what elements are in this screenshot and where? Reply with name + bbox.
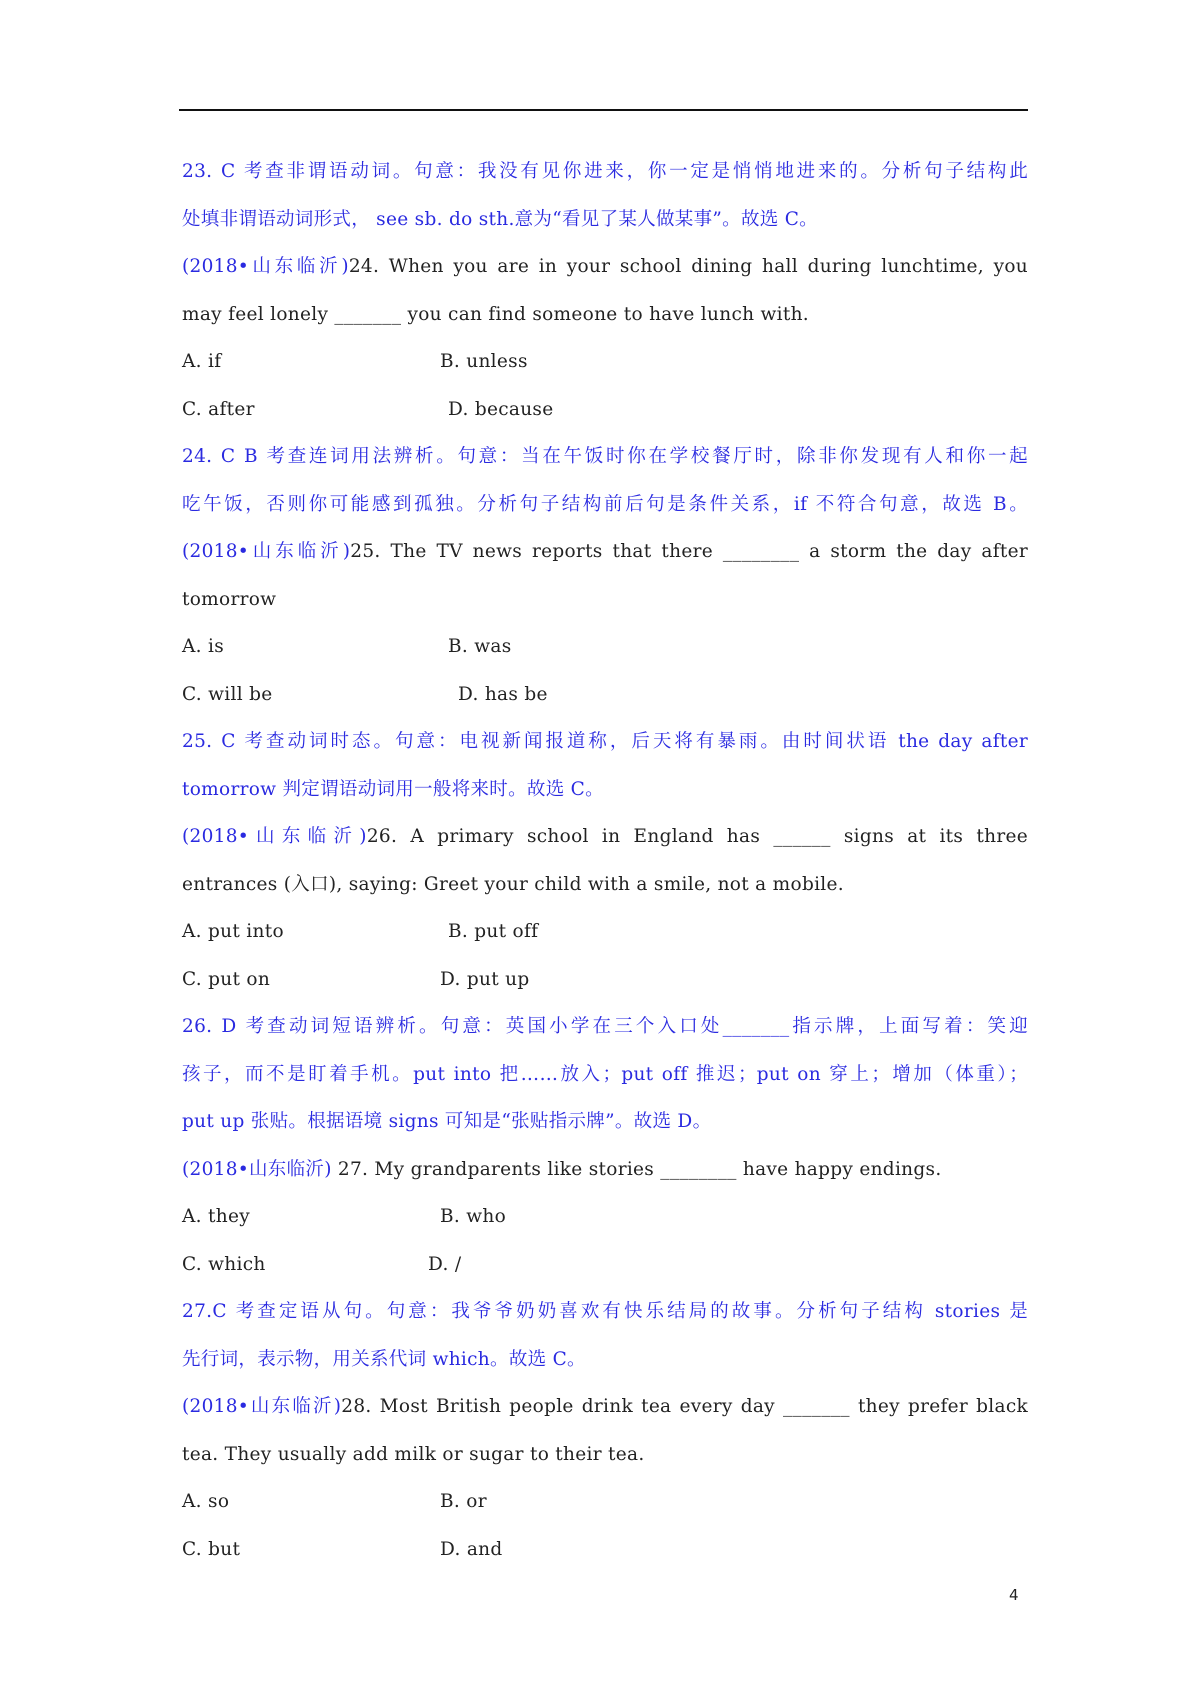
question-25-options-row-2 <box>182 671 1028 719</box>
question-25-line-1 <box>182 528 1028 576</box>
option-c: C. put on <box>182 968 271 990</box>
question-24-options-row-2 <box>182 386 1028 434</box>
answer-25-line-1: 25. C 考查动词时态。句意：电视新闻报道称，后天将有暴雨。由时间状语 the day after <box>182 731 1028 752</box>
question-27-options-row-2 <box>182 1241 1028 1289</box>
answer-24-line-1: 24. C B 考查连词用法辨析。句意：当在午饭时你在学校餐厅时，除非你发现有人和你一起 <box>182 446 1028 467</box>
question-25-line-2: tomorrow <box>182 588 277 610</box>
option-b: B. unless <box>440 351 528 372</box>
question-28-line-1 <box>182 1383 1028 1431</box>
answer-23-line-1: 23. C 考查非谓语动词。句意：我没有见你进来，你一定是悄悄地进来的。分析句子结构此 <box>182 161 1028 182</box>
question-26-line-1 <box>182 813 1028 861</box>
document-body <box>182 148 1028 1573</box>
answer-26-line-2: 孩子，而不是盯着手机。put into 把……放入；put off 推迟；put on 穿上；增加（体重）； <box>182 1063 1028 1085</box>
question-24-options-row-1 <box>182 338 1028 386</box>
question-28-options-row-2 <box>182 1526 1028 1574</box>
answer-25-line-2: tomorrow 判定谓语动词用一般将来时。故选 C。 <box>182 778 604 800</box>
answer-27-line-1: 27.C 考查定语从句。句意：我爷爷奶奶喜欢有快乐结局的故事。分析句子结构 stories 是 <box>182 1301 1028 1322</box>
option-d: D. because <box>448 398 554 420</box>
answer-24-line-2: 吃午饭，否则你可能感到孤独。分析句子结构前后句是条件关系，if 不符合句意，故选 B。 <box>182 493 1028 515</box>
option-a: A. is <box>182 636 225 657</box>
question-28-text: 28. Most British people drink tea every day _______ they prefer black <box>341 1396 1028 1417</box>
answer-23-line-2: 处填非谓语动词形式， see sb. do sth.意为“看见了某人做某事”。故选 C。 <box>182 208 818 230</box>
option-d: D. put up <box>440 968 530 990</box>
option-a: A. they <box>182 1206 250 1227</box>
answer-26-line-3: put up 张贴。根据语境 signs 可知是“张贴指示牌”。故选 D。 <box>182 1111 712 1132</box>
question-28-line-2: tea. They usually add milk or sugar to their tea. <box>182 1443 645 1465</box>
question-26-options-row-1 <box>182 908 1028 956</box>
question-source: (2018•山东临沂) <box>182 1158 332 1180</box>
question-source: (2018•山东临沂) <box>182 826 367 847</box>
option-d: D. has be <box>458 683 548 705</box>
question-27-line-1 <box>182 1146 1028 1194</box>
option-a: A. put into <box>182 921 284 942</box>
option-b: B. or <box>440 1491 487 1512</box>
answer-26-line-1: 26. D 考查动词短语辨析。句意：英国小学在三个入口处_______指示牌，上面写着：笑迎 <box>182 1016 1028 1037</box>
question-source: (2018•山东临沂) <box>182 1396 342 1417</box>
option-b: B. was <box>448 636 512 657</box>
header-rule <box>179 109 1028 111</box>
question-27-options-row-1 <box>182 1193 1028 1241</box>
question-27-text: 27. My grandparents like stories ________ have happy endings. <box>331 1158 942 1180</box>
question-24-line-2: may feel lonely _______ you can find someone to have lunch with. <box>182 303 809 325</box>
question-28-options-row-1 <box>182 1478 1028 1526</box>
option-a: A. if <box>182 351 222 372</box>
question-25-options-row-1 <box>182 623 1028 671</box>
question-24-text: 24. When you are in your school dining hall during lunchtime, you <box>348 256 1028 277</box>
option-c: C. which <box>182 1253 266 1275</box>
question-24-line-1 <box>182 243 1028 291</box>
question-25-text: 25. The TV news reports that there ________ a storm the day after <box>350 541 1029 562</box>
option-a: A. so <box>182 1491 230 1512</box>
question-source: (2018•山东临沂) <box>182 541 351 562</box>
option-d: D. / <box>428 1253 462 1275</box>
option-c: C. but <box>182 1538 241 1560</box>
answer-27-line-2: 先行词，表示物，用关系代词 which。故选 C。 <box>182 1348 586 1370</box>
question-26-text: 26. A primary school in England has ______ signs at its three <box>366 826 1028 847</box>
question-26-line-2: entrances (入口), saying: Greet your child with a smile, not a mobile. <box>182 873 844 895</box>
question-source: (2018•山东临沂) <box>182 256 349 277</box>
option-c: C. will be <box>182 683 273 705</box>
page-number: 4 <box>1009 1586 1019 1604</box>
option-b: B. put off <box>448 921 539 942</box>
option-b: B. who <box>440 1206 507 1227</box>
option-d: D. and <box>440 1538 503 1560</box>
option-c: C. after <box>182 398 255 420</box>
question-26-options-row-2 <box>182 956 1028 1004</box>
